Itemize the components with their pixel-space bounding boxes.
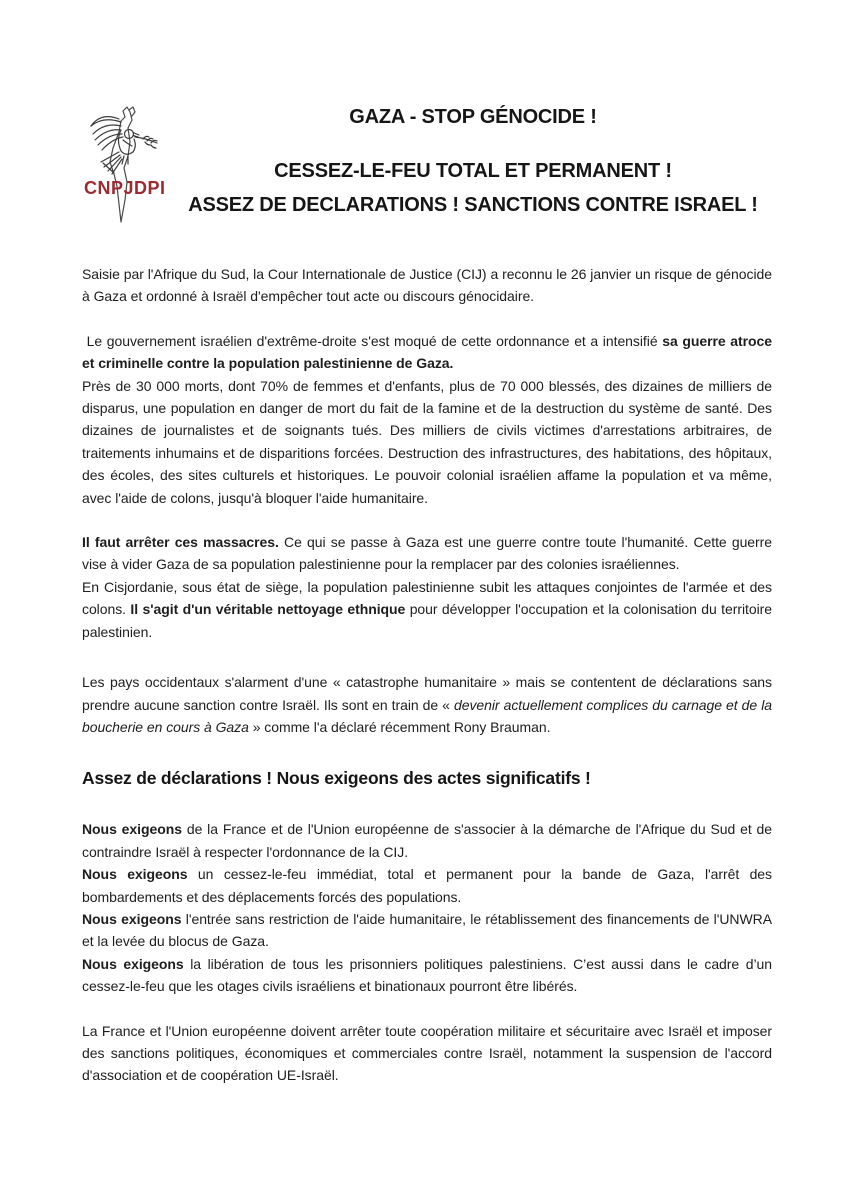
- paragraph-8: Nous exigeons de la France et de l'Union européenne de s'associer à la démarche de l'Afrique du Sud et de contraindre Israël à respecter l'ordonnance de la CIJ.: [82, 821, 773, 860]
- main-title: GAZA - STOP GÉNOCIDE !: [349, 106, 597, 128]
- org-logo: [83, 104, 179, 236]
- document-body: [82, 263, 772, 1087]
- section-heading: Assez de déclarations ! Nous exigeons des actes significatifs !: [82, 768, 591, 789]
- dove-map-logo: [83, 104, 179, 236]
- paragraph-5: En Cisjordanie, sous état de siège, la population palestinienne subit les attaques conjointes de l'armée et des colons. Il s'agit d'un véritable nettoyage ethnique pour développer l'occupation et la colonisation du territoire palestinien.: [82, 578, 772, 640]
- paragraph-3: Près de 30 000 morts, dont 70% de femmes et d'enfants, plus de 70 000 blessés, des dizaines de milliers de disparus, une population en danger de mort du fait de la famine et de la destruction du système de santé. Des dizaines de journalistes et de soignants tués. Des milliers de civils victimes d'arrestations arbitraires, de traitements inhumains et de disparitions forcées. Destruction des infrastructures, des habitations, des hôpitaux, des écoles, des sites culturels et historiques. Le pouvoir colonial israélien affame la population et va même, avec l'aide de colons, jusqu'à bloquer l'aide humanitaire.: [82, 377, 772, 506]
- paragraph-1: Saisie par l'Afrique du Sud, la Cour Internationale de Justice (CIJ) a reconnu le 26 janvier un risque de génocide à Gaza et ordonné à Israël d'empêcher tout acte ou discours génocidaire.: [82, 266, 772, 305]
- subtitle-line2: ASSEZ DE DECLARATIONS ! SANCTIONS CONTRE ISRAEL !: [188, 194, 758, 216]
- org-acronym: CNPJDPI: [84, 178, 166, 198]
- paragraph-12: La France et l'Union européenne doivent arrêter toute coopération militaire et sécuritaire avec Israël et imposer des sanctions politiques, économiques et commerciales contre Israël, notamment la suspension de l'accord d'association et de coopération UE-Israël.: [82, 1022, 772, 1084]
- paragraph-6: Les pays occidentaux s'alarment d'une « catastrophe humanitaire » mais se contentent de déclarations sans prendre aucune sanction contre Israël. Ils sont en train de « devenir actuellement complices du carnage et de la boucherie en cours à Gaza » comme l'a déclaré récemment Rony Brauman.: [82, 674, 772, 735]
- paragraph-4: Il faut arrêter ces massacres. Ce qui se passe à Gaza est une guerre contre toute l'humanité. Cette guerre vise à vider Gaza de sa population palestinienne pour la remplacer par des colonies israéliennes.: [82, 534, 773, 573]
- paragraph-2: Le gouvernement israélien d'extrême-droite s'est moqué de cette ordonnance et a intensifié sa guerre atroce et criminelle contre la population palestinienne de Gaza.: [82, 332, 772, 372]
- paragraph-11: Nous exigeons la libération de tous les prisonniers politiques palestiniens. C’est aussi dans le cadre d’un cessez-le-feu que les otages civils israéliens et binationaux pourront être libérés.: [82, 955, 772, 995]
- paragraph-10: Nous exigeons l'entrée sans restriction de l'aide humanitaire, le rétablissement des financements de l'UNWRA et la levée du blocus de Gaza.: [82, 910, 772, 950]
- subtitle-line1: CESSEZ-LE-FEU TOTAL ET PERMANENT !: [274, 160, 672, 182]
- paragraph-9: Nous exigeons un cessez-le-feu immédiat, total et permanent pour la bande de Gaza, l'arrêt des bombardements et des déplacements forcés des populations.: [82, 866, 772, 905]
- document-header: [180, 0, 766, 217]
